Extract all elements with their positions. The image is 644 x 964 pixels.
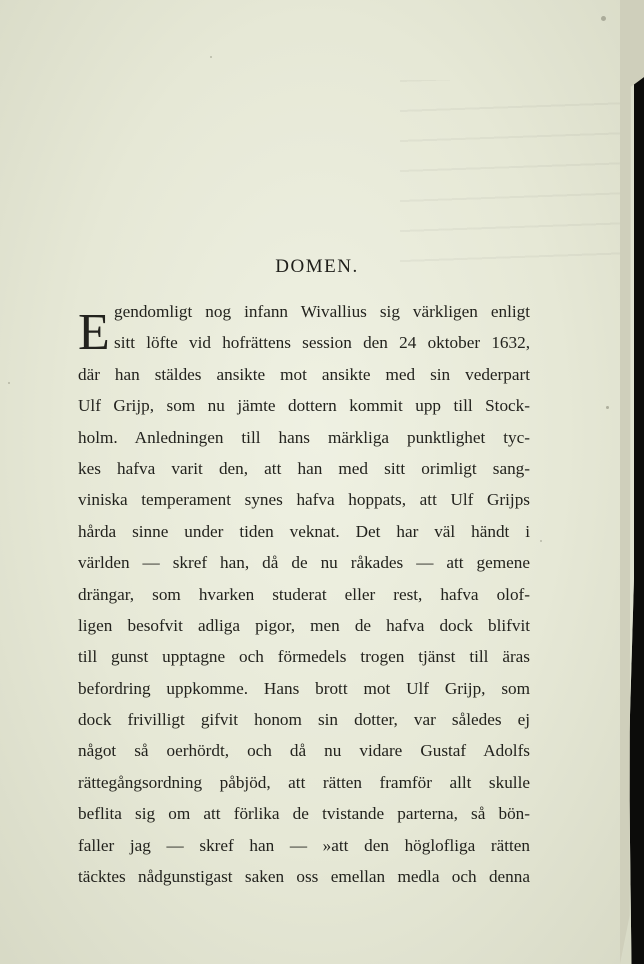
text-line: dock frivilligt gifvit honom sin dotter, var således ej [78,710,530,730]
text-line: viniska temperament synes hafva hoppats, att Ulf Grijps [78,490,530,510]
text-line: drängar, som hvarken studerat eller rest, hafva olof- [78,584,530,604]
paper-speck [606,406,609,409]
text-line: sitt löfte vid hofrättens session den 24 oktober 1632, [114,333,530,353]
paper-speck [210,56,212,58]
body-text [78,296,530,892]
text-line: till gunst upptagne och förmedels trogen tjänst till äras [78,647,530,667]
text-line: holm. Anledningen till hans märkliga punktlighet tyc- [78,427,530,447]
text-line: ligen besofvit adliga pigor, men de hafva dock blifvit [78,615,530,635]
paper-speck [8,382,10,384]
text-line: gendomligt nog infann Wivallius sig värkligen enligt [114,302,530,321]
text-line: Ulf Grijp, som nu jämte dottern kommit upp till Stock- [78,396,530,416]
text-line: beflita sig om att förlika de tvistande parterna, så bön- [78,804,530,824]
bleed-through-text [400,80,620,280]
text-line: kes hafva varit den, att han med sitt orimligt sang- [78,458,530,478]
text-line: världen — skref han, då de nu råkades — att gemene [78,553,530,573]
drop-cap: E [78,304,110,361]
text-line: rättegångsordning påbjöd, att rätten framför allt skulle [78,772,530,792]
text-line: där han stäldes ansikte mot ansikte med sin vederpart [78,364,530,384]
text-line: faller jag — skref han — »att den höglofliga rätten [78,835,530,855]
text-line: något så oerhördt, och då nu vidare Gustaf Adolfs [78,741,530,761]
text-line: täcktes nådgunstigast saken oss emellan medla och denna [78,867,530,887]
text-line: befordring uppkomme. Hans brott mot Ulf Grijp, som [78,678,530,698]
text-line: hårda sinne under tiden veknat. Det har väl händt i [78,521,530,541]
chapter-heading: DOMEN. [275,256,359,277]
paper-speck [540,540,542,542]
paper-speck [601,16,606,21]
